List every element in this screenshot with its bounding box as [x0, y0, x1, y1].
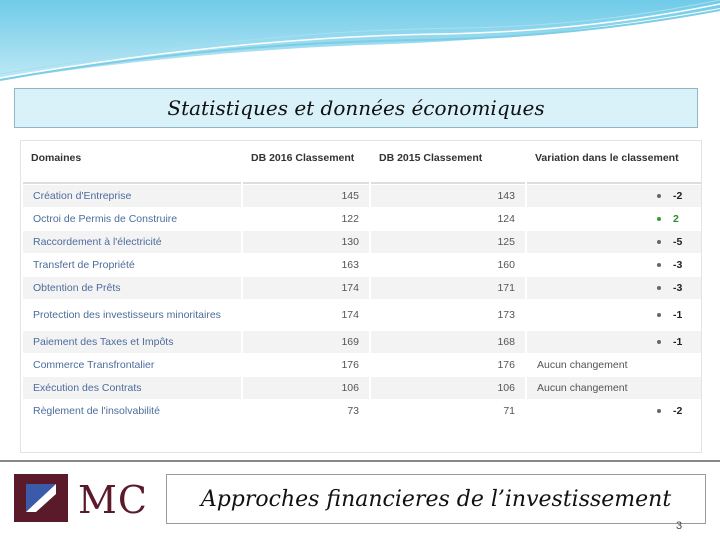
slide-title: Statistiques et données économiques — [167, 96, 545, 120]
logo-text: MC — [78, 478, 148, 522]
ranking-table-container — [20, 140, 702, 453]
table-row — [23, 208, 701, 230]
down-indicator-icon — [657, 263, 661, 267]
cell-db2015: 106 — [371, 377, 525, 399]
cell-variation — [527, 254, 701, 276]
down-indicator-icon — [657, 240, 661, 244]
cell-db2016: 174 — [243, 277, 369, 299]
cell-variation — [527, 300, 701, 330]
cell-db2016: 176 — [243, 354, 369, 376]
table-row — [23, 254, 701, 276]
down-indicator-icon — [657, 409, 661, 413]
cell-db2015: 176 — [371, 354, 525, 376]
header-domaines: Domaines — [23, 142, 241, 184]
table-row — [23, 331, 701, 353]
table-row — [23, 377, 701, 399]
cell-db2015: 173 — [371, 300, 525, 330]
header-db2016: DB 2016 Classement — [243, 142, 369, 184]
cell-domain: Protection des investisseurs minoritaires — [23, 300, 241, 330]
ranking-table — [21, 141, 702, 423]
cell-variation — [527, 277, 701, 299]
down-indicator-icon — [657, 313, 661, 317]
cell-domain: Obtention de Prêts — [23, 277, 241, 299]
cell-db2015: 171 — [371, 277, 525, 299]
cell-domain: Paiement des Taxes et Impôts — [23, 331, 241, 353]
variation-value: -1 — [673, 309, 683, 321]
cell-db2016: 163 — [243, 254, 369, 276]
mc-logo-icon — [14, 474, 68, 522]
down-indicator-icon — [657, 340, 661, 344]
variation-value: -2 — [673, 405, 683, 417]
variation-value: -1 — [673, 336, 683, 348]
header-wave-decoration — [0, 0, 720, 85]
cell-domain: Octroi de Permis de Construire — [23, 208, 241, 230]
table-row — [23, 185, 701, 207]
cell-db2016: 130 — [243, 231, 369, 253]
slide-title-box — [14, 88, 698, 128]
cell-domain: Commerce Transfrontalier — [23, 354, 241, 376]
footer-title: Approches financieres de l’investissement — [200, 486, 672, 512]
cell-db2015: 143 — [371, 185, 525, 207]
table-row — [23, 231, 701, 253]
down-indicator-icon — [657, 194, 661, 198]
down-indicator-icon — [657, 286, 661, 290]
variation-value: -5 — [673, 236, 683, 248]
cell-db2015: 160 — [371, 254, 525, 276]
cell-variation — [527, 208, 701, 230]
table-header-row — [23, 142, 701, 184]
cell-db2015: 168 — [371, 331, 525, 353]
cell-db2015: 71 — [371, 400, 525, 422]
variation-value: -3 — [673, 282, 683, 294]
cell-db2016: 73 — [243, 400, 369, 422]
cell-db2016: 145 — [243, 185, 369, 207]
table-row — [23, 277, 701, 299]
cell-domain: Raccordement à l'électricité — [23, 231, 241, 253]
cell-variation — [527, 400, 701, 422]
cell-db2015: 125 — [371, 231, 525, 253]
table-row — [23, 300, 701, 330]
cell-domain: Règlement de l'insolvabilité — [23, 400, 241, 422]
variation-value: -2 — [673, 190, 683, 202]
header-db2015: DB 2015 Classement — [371, 142, 525, 184]
cell-variation — [527, 185, 701, 207]
cell-db2016: 106 — [243, 377, 369, 399]
up-indicator-icon — [657, 217, 661, 221]
cell-db2016: 174 — [243, 300, 369, 330]
cell-db2016: 169 — [243, 331, 369, 353]
variation-text: Aucun changement — [537, 359, 628, 371]
page-number: 3 — [676, 520, 683, 532]
variation-text: Aucun changement — [537, 382, 628, 394]
cell-variation — [527, 231, 701, 253]
cell-variation — [527, 377, 701, 399]
header-variation: Variation dans le classement — [527, 142, 701, 184]
cell-domain: Transfert de Propriété — [23, 254, 241, 276]
variation-value: 2 — [673, 213, 679, 225]
cell-domain: Création d'Entreprise — [23, 185, 241, 207]
cell-variation — [527, 331, 701, 353]
cell-db2015: 124 — [371, 208, 525, 230]
table-row — [23, 400, 701, 422]
cell-domain: Exécution des Contrats — [23, 377, 241, 399]
table-row — [23, 354, 701, 376]
cell-variation — [527, 354, 701, 376]
cell-db2016: 122 — [243, 208, 369, 230]
footer-divider — [0, 460, 720, 462]
variation-value: -3 — [673, 259, 683, 271]
footer-title-box — [166, 474, 706, 524]
